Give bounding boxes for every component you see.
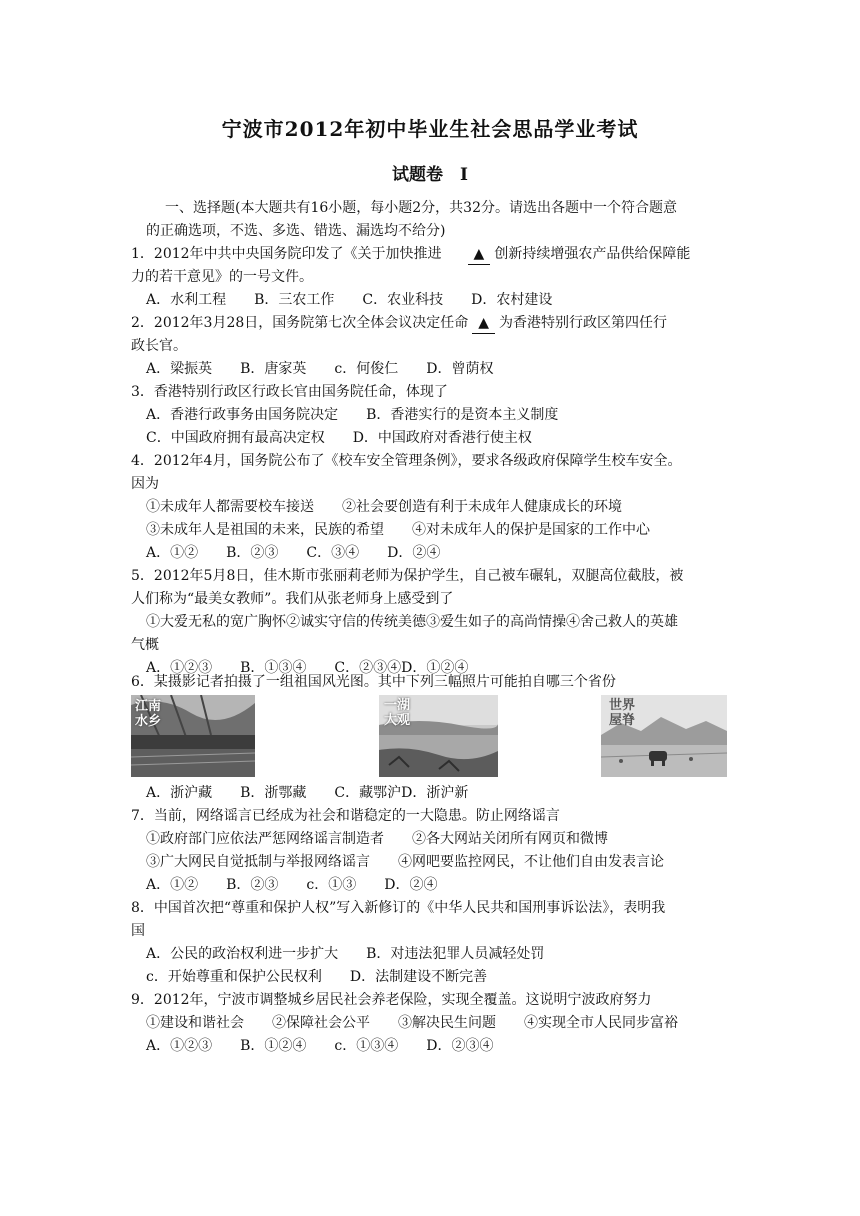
question-8-stem: 8．中国首次把“尊重和保护人权”写入新修订的《中华人民共和国刑事诉讼法》，表明我: [131, 900, 666, 916]
question-1-stem-part: 1．2012年中共中央国务院印发了《关于加快推进: [131, 246, 442, 262]
question-2-stem: [131, 313, 667, 334]
question-6-options: A．浙沪藏 B．浙鄂藏 C．藏鄂沪D．浙沪新: [146, 785, 469, 801]
question-4-statements: ③未成年人是祖国的未来，民族的希望 ④对未成年人的保护是国家的工作中心: [146, 522, 650, 538]
photo-label: 一湖大观: [384, 698, 411, 728]
question-8-options: c．开始尊重和保护公民权利 D．法制建设不断完善: [146, 969, 488, 985]
photo-lake: [379, 695, 498, 777]
question-8-stem: 国: [131, 923, 145, 939]
answer-blank: ▲: [468, 244, 491, 265]
photo-plateau: [601, 695, 727, 777]
question-5-stem: 人们称为“最美女教师”。我们从张老师身上感受到了: [131, 591, 454, 607]
question-4-statements: ①未成年人都需要校车接送 ②社会要创造有利于未成年人健康成长的环境: [146, 499, 622, 515]
question-2-stem-part: 2．2012年3月28日，国务院第七次全体会议决定任命: [131, 315, 469, 331]
question-5-statements: ①大爱无私的宽广胸怀②诚实守信的传统美德③爱生如子的高尚情操④舍己救人的英雄: [146, 614, 678, 630]
question-2-options: A．梁振英 B．唐家英 c．何俊仁 D．曾荫权: [146, 361, 494, 377]
photo-label: 江南水乡: [135, 699, 162, 729]
question-5-stem: 5．2012年5月8日，佳木斯市张丽莉老师为保护学生，自己被车碾轧，双腿高位截肢，被: [131, 568, 684, 584]
question-6-stem: 6．某摄影记者拍摄了一组祖国风光图。其中下列三幅照片可能拍自哪三个省份: [131, 674, 616, 690]
question-4-stem: 因为: [131, 476, 159, 492]
question-1-stem-part: 创新持续增强农产品供给保障能: [494, 246, 691, 262]
question-3-stem: 3．香港特别行政区行政长官由国务院任命，体现了: [131, 384, 448, 400]
question-9-stem: 9．2012年，宁波市调整城乡居民社会养老保险，实现全覆盖。这说明宁波政府努力: [131, 992, 652, 1008]
photo-jiangnan: [131, 695, 255, 777]
question-1-stem: [131, 244, 690, 265]
section-intro-line: 一、选择题(本大题共有16小题，每小题2分，共32分。请选出各题中一个符合题意: [165, 200, 677, 216]
question-8-options: A．公民的政治权利进一步扩大 B．对违法犯罪人员减轻处罚: [146, 946, 545, 962]
page-title: 宁波市2012年初中毕业生社会思品学业考试: [221, 117, 639, 141]
question-9-options: A．①②③ B．①②④ c．①③④ D．②③④: [146, 1038, 494, 1054]
question-5-statements: 气概: [131, 637, 159, 653]
question-1-stem: 力的若干意见》的一号文件。: [131, 269, 313, 285]
question-7-stem: 7．当前，网络谣言已经成为社会和谐稳定的一大隐患。防止网络谣言: [131, 808, 560, 824]
photo-label: 世界屋脊: [609, 698, 636, 728]
answer-blank: ▲: [472, 313, 495, 334]
page-subtitle: 试题卷 Ⅰ: [392, 165, 468, 185]
question-3-options: C．中国政府拥有最高决定权 D．中国政府对香港行使主权: [146, 430, 532, 446]
question-2-stem: 政长官。: [131, 338, 187, 354]
question-5-options: A．①②③ B．①③④ C．②③④D．①②④: [146, 660, 469, 676]
question-9-statements: ①建设和谐社会 ②保障社会公平 ③解决民生问题 ④实现全市人民同步富裕: [146, 1015, 678, 1031]
question-7-options: A．①② B．②③ c．①③ D．②④: [146, 877, 438, 893]
question-2-stem-part: 为香港特别行政区第四任行: [499, 315, 668, 331]
question-7-statements: ③广大网民自觉抵制与举报网络谣言 ④网吧要监控网民，不让他们自由发表言论: [146, 854, 664, 870]
question-4-stem: 4．2012年4月，国务院公布了《校车安全管理条例》，要求各级政府保障学生校车安全。: [131, 453, 682, 469]
question-4-options: A．①② B．②③ C．③④ D．②④: [146, 545, 441, 561]
question-7-statements: ①政府部门应依法严惩网络谣言制造者 ②各大网站关闭所有网页和微博: [146, 831, 608, 847]
section-intro-line: 的正确选项，不选、多选、错选、漏选均不给分): [146, 223, 446, 239]
question-1-options: A．水利工程 B．三农工作 C．农业科技 D．农村建设: [146, 292, 553, 308]
question-3-options: A．香港行政事务由国务院决定 B．香港实行的是资本主义制度: [146, 407, 559, 423]
